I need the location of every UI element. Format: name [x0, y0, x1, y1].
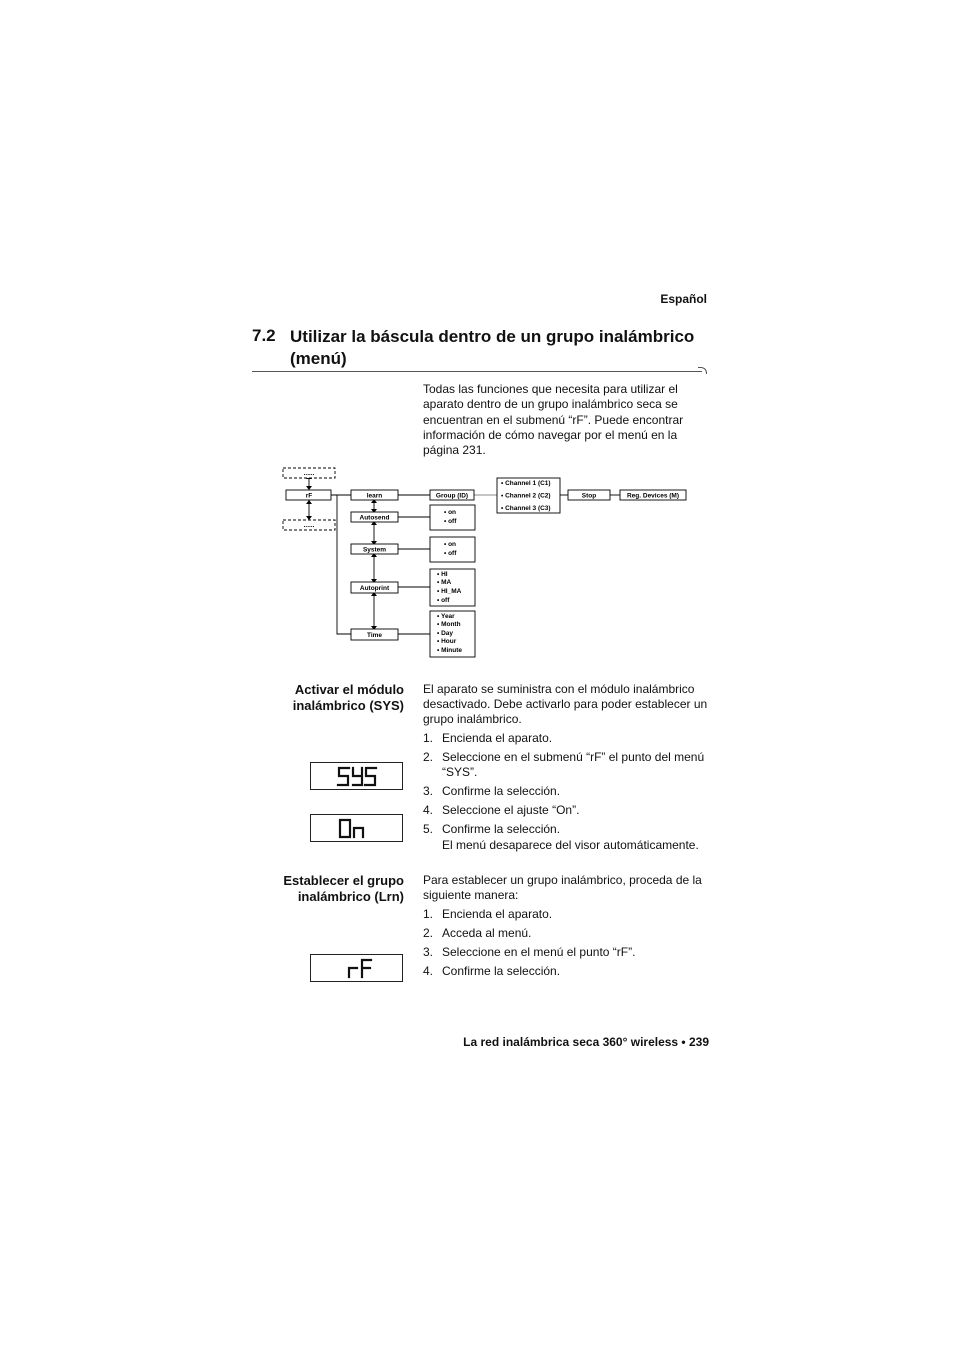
menu-label-rf: rF: [305, 492, 313, 500]
step-number: 2.: [423, 926, 434, 940]
lcd-display-rf: [310, 954, 403, 982]
sys-heading-line: Activar el módulo: [294, 682, 404, 697]
autosend-option: • on: [444, 509, 457, 516]
step-text: Seleccione en el menú el punto “rF”.: [442, 945, 636, 959]
placeholder-bottom-text: ......: [303, 522, 315, 529]
step-number: 2.: [423, 750, 434, 764]
step-text: Seleccione en el submenú “rF” el punto del menú “SYS”.: [442, 750, 705, 779]
autosend-option: • off: [444, 518, 457, 525]
channel-option: • Channel 2 (C2): [501, 492, 551, 500]
menu-label-reg-devices: Reg. Devices (M): [626, 492, 680, 500]
sys-heading: [244, 682, 404, 714]
step-number: 3.: [423, 945, 434, 959]
arrow-head: [306, 486, 312, 490]
menu-label-autosend: Autosend: [359, 514, 390, 522]
step-text: Confirme la selección.: [442, 964, 561, 978]
seven-segment-on: [311, 815, 404, 843]
lcd-display-sys: [310, 762, 403, 790]
step-note: El menú desaparece del visor automáticamente.: [442, 838, 699, 852]
menu-label-system: System: [362, 546, 387, 554]
step-text: Seleccione el ajuste “On”.: [442, 803, 580, 817]
seven-segment-sys: [311, 763, 404, 791]
system-option: • on: [444, 541, 457, 548]
autoprint-option: • HI: [437, 571, 448, 578]
autoprint-option: • MA: [437, 579, 452, 586]
step-text: Acceda al menú.: [442, 926, 532, 940]
section-divider: [252, 371, 702, 372]
time-option: • Hour: [437, 638, 457, 645]
sys-intro: El aparato se suministra con el módulo inalámbrico desactivado. Debe activarlo para poder establecer un grupo inalámbrico.: [423, 682, 708, 726]
time-option: • Day: [437, 630, 454, 637]
step-number: 1.: [423, 907, 434, 921]
intro-paragraph: Todas las funciones que necesita para utilizar el aparato dentro de un grupo inalámbrico seca se encuentran en el submenú “rF”. Puede encontrar información de cómo navegar por el menú en la página 231.: [423, 382, 684, 458]
lcd-display-on: [310, 814, 403, 842]
step-text: Confirme la selección.: [442, 784, 561, 798]
autoprint-option: • off: [437, 597, 450, 604]
lrn-heading: [244, 873, 404, 905]
menu-label-autoprint: Autoprint: [359, 585, 390, 592]
step-number: 3.: [423, 784, 434, 798]
arrow-head: [306, 516, 312, 520]
section-title: Utilizar la báscula dentro de un grupo inalámbrico (menú): [290, 327, 695, 368]
sys-heading-line: inalámbrico (SYS): [292, 698, 404, 713]
lrn-heading-line: Establecer el grupo: [283, 873, 404, 888]
step-number: 4.: [423, 964, 434, 978]
step-text: Confirme la selección.: [442, 822, 561, 836]
menu-label-learn: learn: [366, 492, 383, 500]
page-footer: La red inalámbrica seca 360° wireless • 239: [463, 1035, 709, 1049]
language-label: Español: [660, 292, 707, 306]
step-number: 5.: [423, 822, 434, 836]
lrn-heading-line: inalámbrico (Lrn): [297, 889, 404, 904]
time-option: • Year: [437, 613, 455, 620]
step-text: Encienda el aparato.: [442, 907, 553, 921]
lrn-intro: Para establecer un grupo inalámbrico, proceda de la siguiente manera:: [423, 873, 702, 902]
system-option: • off: [444, 550, 457, 557]
section-number: 7.2: [252, 326, 276, 345]
step-number: 4.: [423, 803, 434, 817]
step-text: Encienda el aparato.: [442, 731, 553, 745]
menu-label-time: Time: [366, 632, 383, 639]
menu-label-group: Group (ID): [435, 492, 469, 500]
step-number: 1.: [423, 731, 434, 745]
channel-option: • Channel 1 (C1): [501, 480, 551, 487]
lrn-steps-list: [423, 907, 713, 982]
time-option: • Minute: [437, 647, 463, 654]
arrow-head: [306, 500, 312, 504]
menu-diagram: [280, 465, 700, 665]
placeholder-top-text: ......: [303, 470, 315, 477]
autoprint-option: • HI_MA: [437, 588, 462, 595]
time-option: • Month: [437, 621, 461, 628]
channel-option: • Channel 3 (C3): [501, 505, 551, 512]
connector-line: [337, 495, 351, 634]
seven-segment-rf: [311, 955, 404, 983]
menu-label-stop: Stop: [581, 492, 597, 500]
sys-steps-list: [423, 731, 713, 861]
